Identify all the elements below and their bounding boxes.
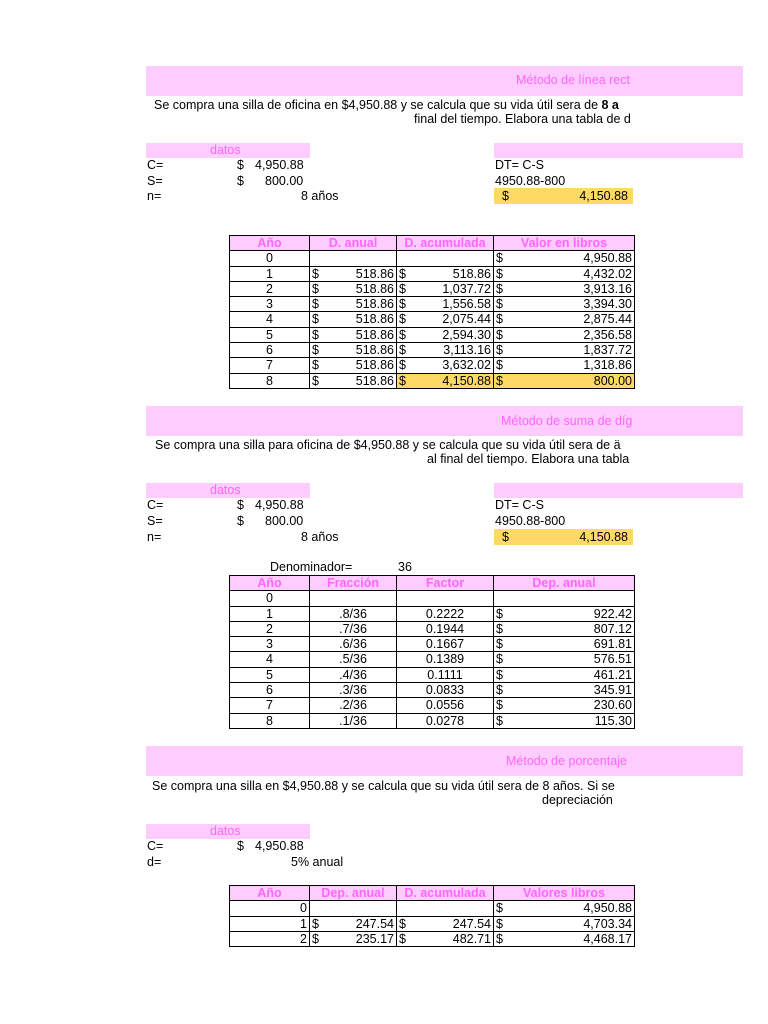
- cell-ano: 3: [230, 297, 310, 312]
- problem-statement-line1: Se compra una silla en $4,950.88 y se calcula que su vida útil sera de 8 años. Si se: [152, 779, 615, 793]
- section-header-suma-digitos: [146, 406, 743, 436]
- table-row: [230, 698, 635, 713]
- cell-dep-anual: $ 247.54: [310, 916, 397, 931]
- cell-factor: 0.1389: [397, 652, 494, 667]
- cell-dep-anual: $ 691.81: [494, 637, 635, 652]
- section-title: Método de suma de díg: [501, 414, 633, 428]
- table-row: [230, 606, 635, 621]
- cell-valor: $ 2,875.44: [494, 312, 635, 327]
- cell-d-anual: $ 518.86: [310, 373, 397, 388]
- c-label: C=: [147, 158, 164, 172]
- table-row: [230, 901, 635, 916]
- cell-fraccion: .6/36: [310, 637, 397, 652]
- col-header-d-acumulada: D. acumulada: [397, 886, 494, 901]
- cell-ano: 0: [230, 251, 310, 266]
- cell-ano: 8: [230, 373, 310, 388]
- dt-currency: $: [502, 189, 509, 203]
- cell-d-anual: $ 518.86: [310, 343, 397, 358]
- cell-factor: 0.1667: [397, 637, 494, 652]
- col-header-dep-anual: Dep. anual: [310, 886, 397, 901]
- cell-d-acumulada: $ 482.71: [397, 931, 494, 946]
- cell-d-anual: [310, 251, 397, 266]
- s-currency: $: [237, 174, 244, 188]
- cell-factor: [397, 591, 494, 606]
- right-header-band: [494, 143, 743, 158]
- c-value: 4,950.88: [255, 498, 304, 512]
- c-currency: $: [237, 158, 244, 172]
- cell-dep-anual: [310, 901, 397, 916]
- table-row: [230, 713, 635, 728]
- cell-factor: 0.2222: [397, 606, 494, 621]
- cell-d-acumulada: $ 247.54: [397, 916, 494, 931]
- cell-ano: 0: [230, 591, 310, 606]
- cell-factor: 0.0278: [397, 713, 494, 728]
- cell-valor: $ 4,468.17: [494, 931, 635, 946]
- cell-ano: 6: [230, 343, 310, 358]
- s-label: S=: [147, 514, 163, 528]
- cell-ano: 2: [230, 621, 310, 636]
- cell-valor-final: $ 800.00: [494, 373, 635, 388]
- cell-fraccion: [310, 591, 397, 606]
- cell-ano: 8: [230, 713, 310, 728]
- cell-valor: $ 4,432.02: [494, 266, 635, 281]
- table-header-row: [230, 576, 635, 591]
- dt-currency: $: [502, 530, 509, 544]
- n-value: 8 años: [301, 189, 339, 203]
- dt-result-cell: [494, 188, 633, 204]
- s-currency: $: [237, 514, 244, 528]
- cell-d-acumulada: $ 518.86: [397, 266, 494, 281]
- table-row: [230, 327, 635, 342]
- cell-valor: $ 3,394.30: [494, 297, 635, 312]
- col-header-dep-anual: Dep. anual: [494, 576, 635, 591]
- cell-valor: $ 4,703.34: [494, 916, 635, 931]
- cell-ano: 5: [230, 327, 310, 342]
- table-header-row: [230, 236, 635, 251]
- cell-d-anual: $ 518.86: [310, 327, 397, 342]
- dt-calc: 4950.88-800: [495, 174, 566, 188]
- cell-ano: 7: [230, 358, 310, 373]
- cell-fraccion: .1/36: [310, 713, 397, 728]
- c-currency: $: [237, 839, 244, 853]
- cell-dep-anual: $ 461.21: [494, 667, 635, 682]
- col-header-ano: Año: [230, 886, 310, 901]
- problem-statement-line1: Se compra una silla de oficina en $4,950.88 y se calcula que su vida útil sera de 8 a: [154, 98, 619, 112]
- table-row: [230, 358, 635, 373]
- col-header-d-anual: D. anual: [310, 236, 397, 251]
- dt-result-cell: [494, 529, 633, 545]
- section-title: Método de porcentaje: [506, 754, 627, 768]
- cell-ano: 4: [230, 652, 310, 667]
- s-value: 800.00: [265, 514, 304, 528]
- c-value: 4,950.88: [255, 158, 304, 172]
- cell-ano: 6: [230, 683, 310, 698]
- cell-valor: $ 4,950.88: [494, 251, 635, 266]
- cell-dep-anual: $ 922.42: [494, 606, 635, 621]
- problem-statement-line2: depreciación: [542, 793, 613, 807]
- problem-statement-line2: al final del tiempo. Elabora una tabla: [427, 452, 630, 466]
- datos-header: datos: [146, 483, 310, 498]
- dt-formula: DT= C-S: [495, 158, 544, 172]
- cell-ano: 7: [230, 698, 310, 713]
- right-header-band: [494, 483, 743, 498]
- cell-d-acumulada-total: $ 4,150.88: [397, 373, 494, 388]
- table-row: [230, 637, 635, 652]
- cell-ano: 4: [230, 312, 310, 327]
- col-header-ano: Año: [230, 576, 310, 591]
- table-suma-digitos: [229, 575, 635, 729]
- cell-factor: 0.0556: [397, 698, 494, 713]
- section-header-porcentaje: [146, 746, 743, 776]
- denominador-value: 36: [398, 560, 412, 574]
- cell-dep-anual: $ 345.91: [494, 683, 635, 698]
- table-row: [230, 683, 635, 698]
- cell-fraccion: .2/36: [310, 698, 397, 713]
- cell-dep-anual: $ 115.30: [494, 713, 635, 728]
- cell-valor: $ 4,950.88: [494, 901, 635, 916]
- n-label: n=: [147, 530, 162, 544]
- table-linea-recta: [229, 235, 635, 389]
- cell-valor: $ 3,913.16: [494, 281, 635, 296]
- cell-d-anual: $ 518.86: [310, 358, 397, 373]
- cell-fraccion: .8/36: [310, 606, 397, 621]
- table-row: [230, 281, 635, 296]
- cell-d-anual: $ 518.86: [310, 297, 397, 312]
- cell-d-acumulada: $ 3,632.02: [397, 358, 494, 373]
- cell-valor: $ 1,318.86: [494, 358, 635, 373]
- table-row: [230, 591, 635, 606]
- cell-fraccion: .3/36: [310, 683, 397, 698]
- col-header-ano: Año: [230, 236, 310, 251]
- col-header-valores-libros: Valores libros: [494, 886, 635, 901]
- table-row: [230, 297, 635, 312]
- datos-header: datos: [146, 143, 310, 158]
- section-header-linea-recta: [146, 66, 743, 96]
- col-header-valor-libros: Valor en libros: [494, 236, 635, 251]
- cell-factor: 0.1111: [397, 667, 494, 682]
- cell-ano: 3: [230, 637, 310, 652]
- table-row: [230, 343, 635, 358]
- c-value: 4,950.88: [255, 839, 304, 853]
- c-currency: $: [237, 498, 244, 512]
- cell-ano: 0: [230, 901, 310, 916]
- dt-formula: DT= C-S: [495, 498, 544, 512]
- d-value: 5% anual: [291, 855, 344, 869]
- cell-d-anual: $ 518.86: [310, 281, 397, 296]
- cell-d-acumulada: $ 3,113.16: [397, 343, 494, 358]
- table-porcentaje: [229, 885, 635, 947]
- cell-ano: 2: [230, 281, 310, 296]
- problem-statement-line2: final del tiempo. Elabora una tabla de d: [414, 112, 631, 126]
- n-value: 8 años: [301, 530, 339, 544]
- cell-valor: $ 1,837.72: [494, 343, 635, 358]
- cell-d-anual: $ 518.86: [310, 312, 397, 327]
- dt-value: 4,150.88: [579, 530, 628, 544]
- cell-dep-anual: $ 230.60: [494, 698, 635, 713]
- cell-dep-anual: $ 235.17: [310, 931, 397, 946]
- cell-ano: 5: [230, 667, 310, 682]
- datos-header: datos: [146, 824, 310, 839]
- d-label: d=: [147, 855, 162, 869]
- col-header-fraccion: Fracción: [310, 576, 397, 591]
- dt-calc: 4950.88-800: [495, 514, 566, 528]
- cell-d-acumulada: $ 1,037.72: [397, 281, 494, 296]
- table-row: [230, 931, 635, 946]
- cell-d-acumulada: [397, 901, 494, 916]
- table-row: [230, 312, 635, 327]
- table-row: [230, 916, 635, 931]
- cell-dep-anual: [494, 591, 635, 606]
- cell-ano: 1: [230, 606, 310, 621]
- cell-d-acumulada: [397, 251, 494, 266]
- cell-factor: 0.1944: [397, 621, 494, 636]
- cell-ano: 1: [230, 916, 310, 931]
- c-label: C=: [147, 498, 164, 512]
- s-value: 800.00: [265, 174, 304, 188]
- n-label: n=: [147, 189, 162, 203]
- cell-dep-anual: $ 576.51: [494, 652, 635, 667]
- cell-d-acumulada: $ 1,556.58: [397, 297, 494, 312]
- table-row: [230, 667, 635, 682]
- s-label: S=: [147, 174, 163, 188]
- cell-dep-anual: $ 807.12: [494, 621, 635, 636]
- cell-ano: 1: [230, 266, 310, 281]
- cell-ano: 2: [230, 931, 310, 946]
- problem-statement-line1: Se compra una silla para oficina de $4,950.88 y se calcula que su vida útil sera de ä: [155, 438, 621, 452]
- table-row: [230, 621, 635, 636]
- cell-d-anual: $ 518.86: [310, 266, 397, 281]
- section-title: Método de línea rect: [516, 73, 630, 87]
- table-header-row: [230, 886, 635, 901]
- cell-valor: $ 2,356.58: [494, 327, 635, 342]
- cell-d-acumulada: $ 2,594.30: [397, 327, 494, 342]
- col-header-d-acumulada: D. acumulada: [397, 236, 494, 251]
- table-row: [230, 266, 635, 281]
- cell-fraccion: .4/36: [310, 667, 397, 682]
- table-row: [230, 373, 635, 388]
- dt-value: 4,150.88: [579, 189, 628, 203]
- c-label: C=: [147, 839, 164, 853]
- cell-factor: 0.0833: [397, 683, 494, 698]
- cell-fraccion: .7/36: [310, 621, 397, 636]
- col-header-factor: Factor: [397, 576, 494, 591]
- cell-fraccion: .5/36: [310, 652, 397, 667]
- table-row: [230, 652, 635, 667]
- cell-d-acumulada: $ 2,075.44: [397, 312, 494, 327]
- denominador-label: Denominador=: [270, 560, 353, 574]
- table-row: [230, 251, 635, 266]
